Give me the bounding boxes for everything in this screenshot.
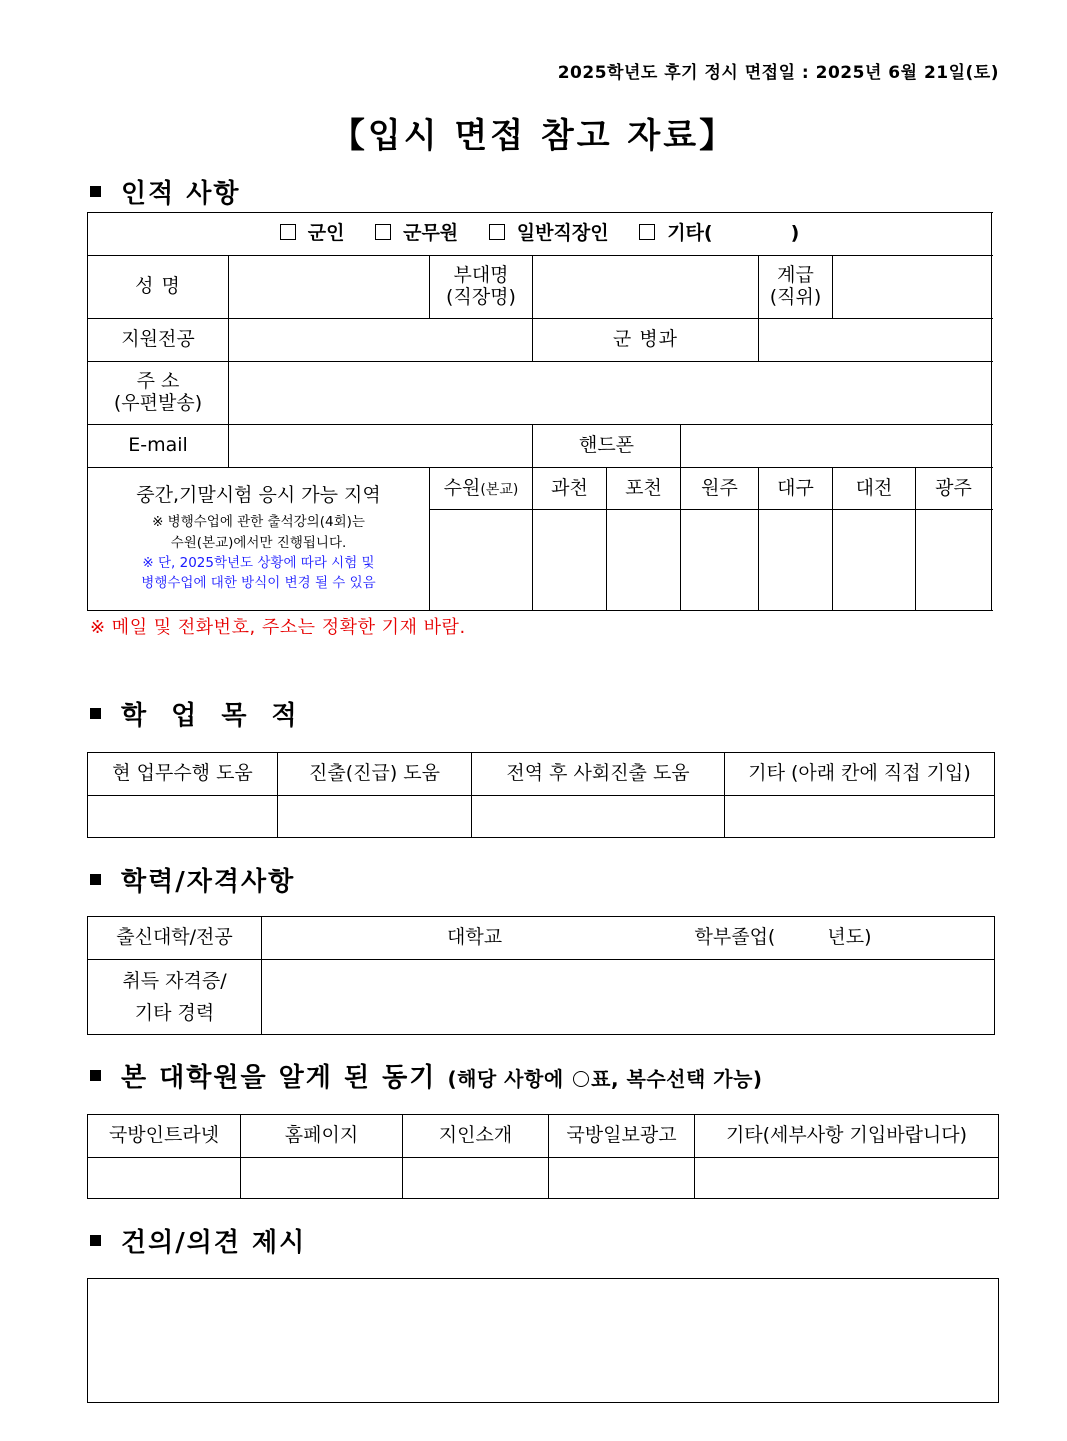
school-label: 출신대학/전공 [88, 917, 262, 960]
square-bullet-icon [90, 1070, 101, 1081]
major-label: 지원전공 [88, 319, 229, 362]
document-title: 【입시 면접 참고 자료】 [330, 116, 737, 156]
motive-col-header: 기타(세부사항 기입바랍니다) [695, 1115, 999, 1158]
motive-col-header: 지인소개 [403, 1115, 549, 1158]
section-title: 건의/의견 제시 [121, 1228, 307, 1258]
section-title: 학 업 목 적 [121, 701, 305, 731]
motive-cell[interactable] [88, 1158, 241, 1199]
region-cell[interactable] [833, 510, 916, 611]
motive-cell[interactable] [241, 1158, 403, 1199]
region-header: 대전 [833, 468, 916, 510]
section-title: 본 대학원을 알게 된 동기 [121, 1063, 437, 1093]
motive-cell[interactable] [403, 1158, 549, 1199]
region-header: 포천 [607, 468, 681, 510]
email-field[interactable] [229, 425, 533, 468]
name-field[interactable] [229, 256, 430, 319]
branch-field[interactable] [759, 319, 992, 362]
motive-col-header: 국방일보광고 [549, 1115, 695, 1158]
major-field[interactable] [229, 319, 533, 362]
exam-note-blue: ※ 단, 2025학년도 상황에 따라 시험 및 [142, 554, 375, 571]
purpose-table [87, 752, 995, 838]
section-heading-personal [90, 173, 241, 210]
motive-cell[interactable] [549, 1158, 695, 1199]
occupation-options-row [88, 213, 992, 256]
region-cell[interactable] [916, 510, 992, 611]
exam-region-label: 중간,기말시험 응시 가능 지역 [136, 483, 381, 506]
cert-label: 취득 자격증/ 기타 경력 [88, 960, 262, 1035]
region-header: 대구 [759, 468, 833, 510]
school-field[interactable]: 대학교 학부졸업( 년도) [262, 917, 995, 960]
option-soldier[interactable]: 군인 [280, 223, 345, 245]
address-field[interactable] [229, 362, 992, 425]
square-bullet-icon [90, 1235, 101, 1246]
region-header: 원주 [681, 468, 759, 510]
motive-col-header: 홈페이지 [241, 1115, 403, 1158]
accuracy-warning: ※ 메일 및 전화번호, 주소는 정확한 기재 바람. [90, 617, 466, 638]
name-label: 성 명 [88, 256, 229, 319]
checkbox-icon[interactable] [280, 224, 296, 240]
purpose-cell[interactable] [472, 796, 725, 838]
rank-label: 계급 (직위) [759, 256, 833, 319]
region-cell[interactable] [607, 510, 681, 611]
exam-note: 수원(본교)에서만 진행됩니다. [170, 534, 347, 551]
purpose-col-header: 현 업무수행 도움 [88, 753, 278, 796]
region-cell[interactable] [533, 510, 607, 611]
personal-info-table [87, 212, 992, 611]
section-title: 인적 사항 [121, 179, 241, 209]
motive-subnote: (해당 사항에 표, 복수선택 가능) [447, 1067, 763, 1091]
section-heading-purpose [90, 695, 305, 732]
phone-label: 핸드폰 [533, 425, 681, 468]
section-heading-opinion [90, 1222, 306, 1259]
email-label: E-mail [88, 425, 229, 468]
region-header-suwon: 수원(본교) [430, 468, 533, 510]
region-cell[interactable] [759, 510, 833, 611]
motive-col-header: 국방인트라넷 [88, 1115, 241, 1158]
unit-field[interactable] [533, 256, 759, 319]
section-title: 학력/자격사항 [121, 867, 296, 897]
option-civilian-worker[interactable]: 군무원 [375, 223, 458, 245]
region-header: 광주 [916, 468, 992, 510]
opinion-field[interactable] [87, 1278, 999, 1403]
region-cell-suwon[interactable] [430, 510, 533, 611]
purpose-cell[interactable] [278, 796, 472, 838]
square-bullet-icon [90, 708, 101, 719]
section-heading-education [90, 861, 295, 898]
exam-note-blue: 병행수업에 대한 방식이 변경 될 수 있음 [141, 575, 376, 592]
checkbox-icon[interactable] [489, 224, 505, 240]
purpose-cell[interactable] [88, 796, 278, 838]
option-office-worker[interactable]: 일반직장인 [489, 223, 609, 245]
exam-note: ※ 병행수업에 관한 출석강의(4회)는 [152, 514, 365, 531]
address-label: 주 소 (우편발송) [88, 362, 229, 425]
circle-mark-icon [573, 1071, 589, 1087]
square-bullet-icon [90, 186, 101, 197]
purpose-cell[interactable] [725, 796, 995, 838]
exam-region-label-cell [88, 468, 430, 611]
option-other[interactable]: 기타( ) [639, 223, 799, 245]
purpose-col-header: 진출(진급) 도움 [278, 753, 472, 796]
cert-field[interactable] [262, 960, 995, 1035]
rank-field[interactable] [833, 256, 992, 319]
checkbox-icon[interactable] [375, 224, 391, 240]
branch-label: 군 병과 [533, 319, 759, 362]
unit-label: 부대명 (직장명) [430, 256, 533, 319]
region-header: 과천 [533, 468, 607, 510]
purpose-col-header: 전역 후 사회진출 도움 [472, 753, 725, 796]
motive-table [87, 1114, 999, 1199]
education-table [87, 916, 995, 1035]
purpose-col-header: 기타 (아래 칸에 직접 기입) [725, 753, 995, 796]
interview-date-line: 2025학년도 후기 정시 면접일 : 2025년 6월 21일(토) [557, 63, 999, 83]
checkbox-icon[interactable] [639, 224, 655, 240]
phone-field[interactable] [681, 425, 992, 468]
region-cell[interactable] [681, 510, 759, 611]
section-heading-motive [90, 1057, 763, 1094]
motive-cell[interactable] [695, 1158, 999, 1199]
square-bullet-icon [90, 874, 101, 885]
